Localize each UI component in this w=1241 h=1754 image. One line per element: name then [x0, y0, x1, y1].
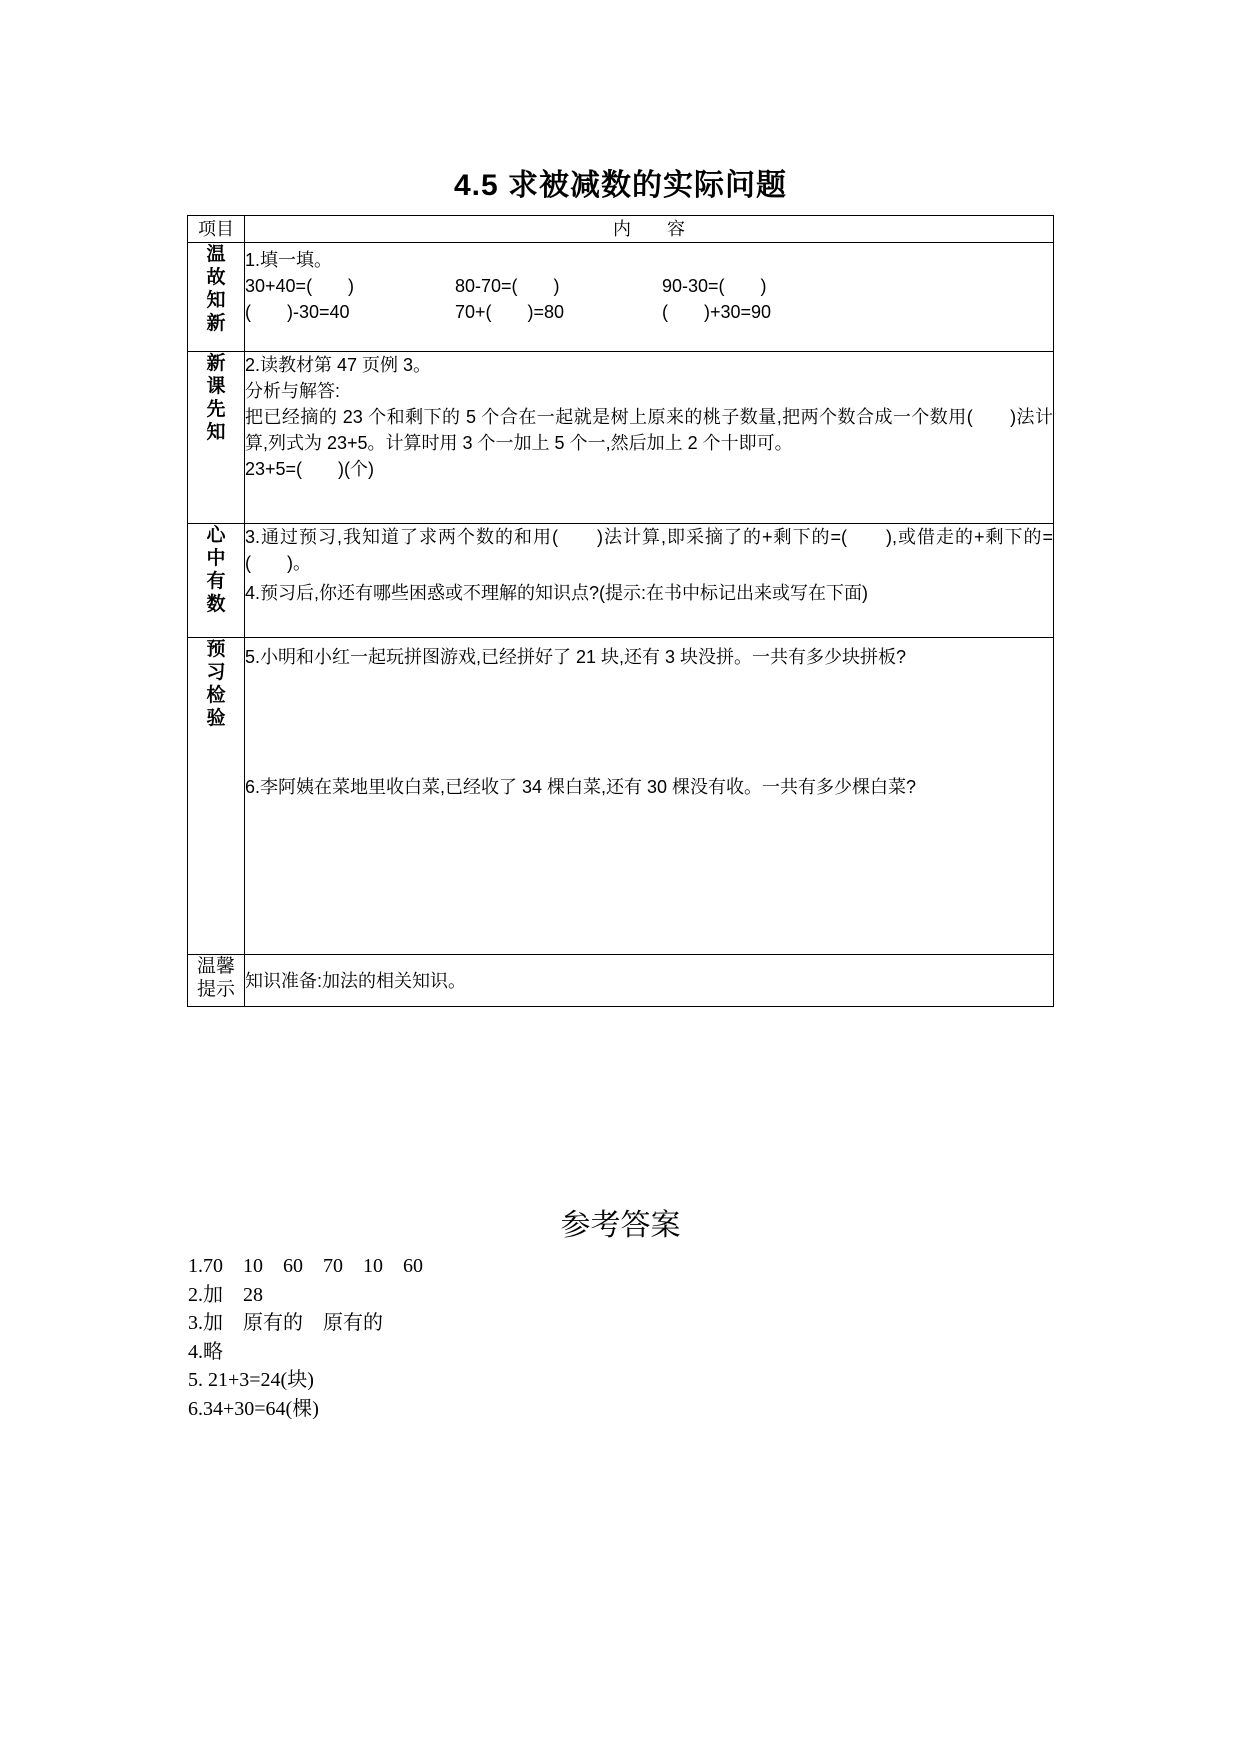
question-4: 4.预习后,你还有哪些困惑或不理解的知识点?(提示:在书中标记出来或写在下面) [245, 583, 869, 603]
row-content-review [245, 243, 1054, 352]
row-label-practice: 预习检验 [206, 639, 226, 729]
fill-item: 70+( )=80 [455, 302, 565, 322]
row-content-practice [245, 638, 1054, 955]
fill-row-2 [245, 299, 1053, 325]
header-item: 项目 [188, 216, 245, 243]
answer-item: 6.34+30=64(棵) [188, 1397, 319, 1420]
fill-item: 90-30=( ) [662, 276, 767, 296]
fill-item: 30+40=( ) [245, 276, 355, 296]
row-label-self-check: 心中有数 [206, 525, 226, 615]
row-practice [188, 638, 1054, 955]
question-1: 1.填一填。 [245, 250, 333, 270]
answer-space[interactable] [245, 670, 1053, 774]
answer-item: 4.略 [188, 1340, 223, 1363]
question-5: 5.小明和小红一起玩拼图游戏,已经拼好了 21 块,还有 3 块没拼。一共有多少块拼板? [245, 647, 907, 667]
question-3: 3.通过预习,我知道了求两个数的和用( )法计算,即采摘了的+剩下的=( ),或借走的+剩下的=( )。 [245, 527, 1053, 573]
question-2: 2.读教材第 47 页例 3。 [245, 355, 432, 375]
header-content: 内 容 [245, 216, 1054, 243]
row-label-tips: 温馨提示 [196, 956, 235, 1000]
row-content-new-lesson [245, 352, 1054, 524]
row-self-check [188, 524, 1054, 638]
answers-title: 参考答案 [560, 1208, 681, 1243]
answer-item: 1.70 10 60 70 10 60 [188, 1255, 423, 1277]
fill-row-1 [245, 273, 1053, 299]
equation-blank: 23+5=( )(个) [245, 459, 375, 479]
row-tips [188, 955, 1054, 1007]
page-title: 4.5 求被减数的实际问题 [453, 169, 788, 202]
answers-list [188, 1252, 423, 1423]
row-label-new-lesson: 新课先知 [206, 353, 226, 443]
analysis-text: 把已经摘的 23 个和剩下的 5 个合在一起就是树上原来的桃子数量,把两个数合成一个数用( )法计算,列式为 23+5。计算时用 3 个一加上 5 个一,然后加上 2 个十即可。 [245, 407, 1053, 453]
preview-sheet-table [187, 215, 1054, 1007]
row-review [188, 243, 1054, 352]
row-label-review: 温故知新 [206, 244, 226, 334]
question-6: 6.李阿姨在菜地里收白菜,已经收了 34 棵白菜,还有 30 棵没有收。一共有多少棵白菜? [245, 777, 917, 797]
row-content-self-check [245, 524, 1054, 638]
fill-item: ( )+30=90 [662, 302, 772, 322]
analysis-heading: 分析与解答: [245, 381, 341, 401]
fill-item: 80-70=( ) [455, 276, 560, 296]
answer-item: 3.加 原有的 原有的 [188, 1312, 383, 1334]
answer-item: 5. 21+3=24(块) [188, 1369, 314, 1391]
fill-item: ( )-30=40 [245, 302, 350, 322]
answer-item: 2.加 28 [188, 1283, 263, 1306]
row-content-tips [245, 955, 1054, 1007]
answer-space[interactable] [245, 800, 1053, 880]
tips-text: 知识准备:加法的相关知识。 [245, 970, 466, 991]
table-header-row [188, 216, 1054, 243]
row-new-lesson [188, 352, 1054, 524]
